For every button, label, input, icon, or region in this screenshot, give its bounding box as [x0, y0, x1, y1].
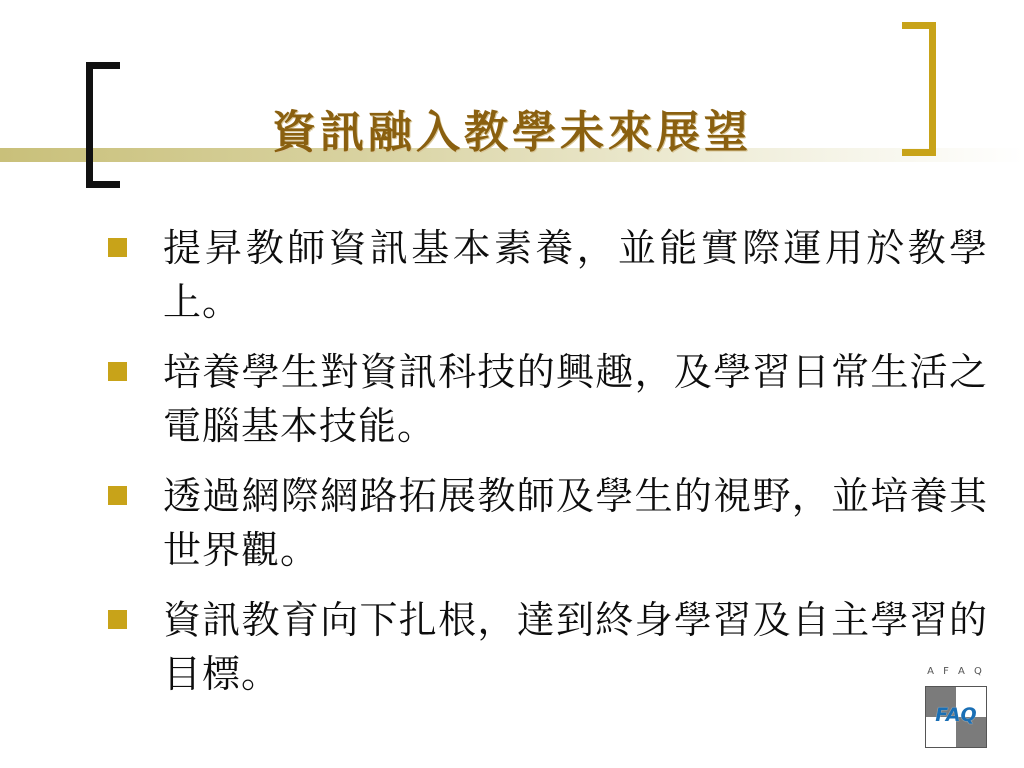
logo-wordmark: FAQ [935, 704, 977, 726]
list-item [108, 470, 988, 578]
list-item [108, 594, 988, 702]
list-item-text: 透過網際網路拓展教師及學生的視野，並培養其世界觀。 [163, 473, 988, 572]
logo-caption: A F A Q [927, 666, 985, 677]
square-bullet-icon [108, 486, 127, 505]
square-bullet-icon [108, 362, 127, 381]
square-bullet-icon [108, 238, 127, 257]
list-item [108, 222, 988, 330]
list-item-text: 提昇教師資訊基本素養，並能實際運用於教學上。 [163, 226, 988, 324]
slide-title: 資訊融入教學未來展望 [272, 107, 752, 158]
bullet-list [108, 222, 988, 718]
list-item-text: 培養學生對資訊科技的興趣，及學習日常生活之電腦基本技能。 [163, 349, 988, 448]
list-item-text: 資訊教育向下扎根，達到終身學習及自主學習的目標。 [163, 597, 988, 696]
list-item [108, 346, 988, 454]
faq-logo [925, 686, 987, 748]
square-bullet-icon [108, 610, 127, 629]
